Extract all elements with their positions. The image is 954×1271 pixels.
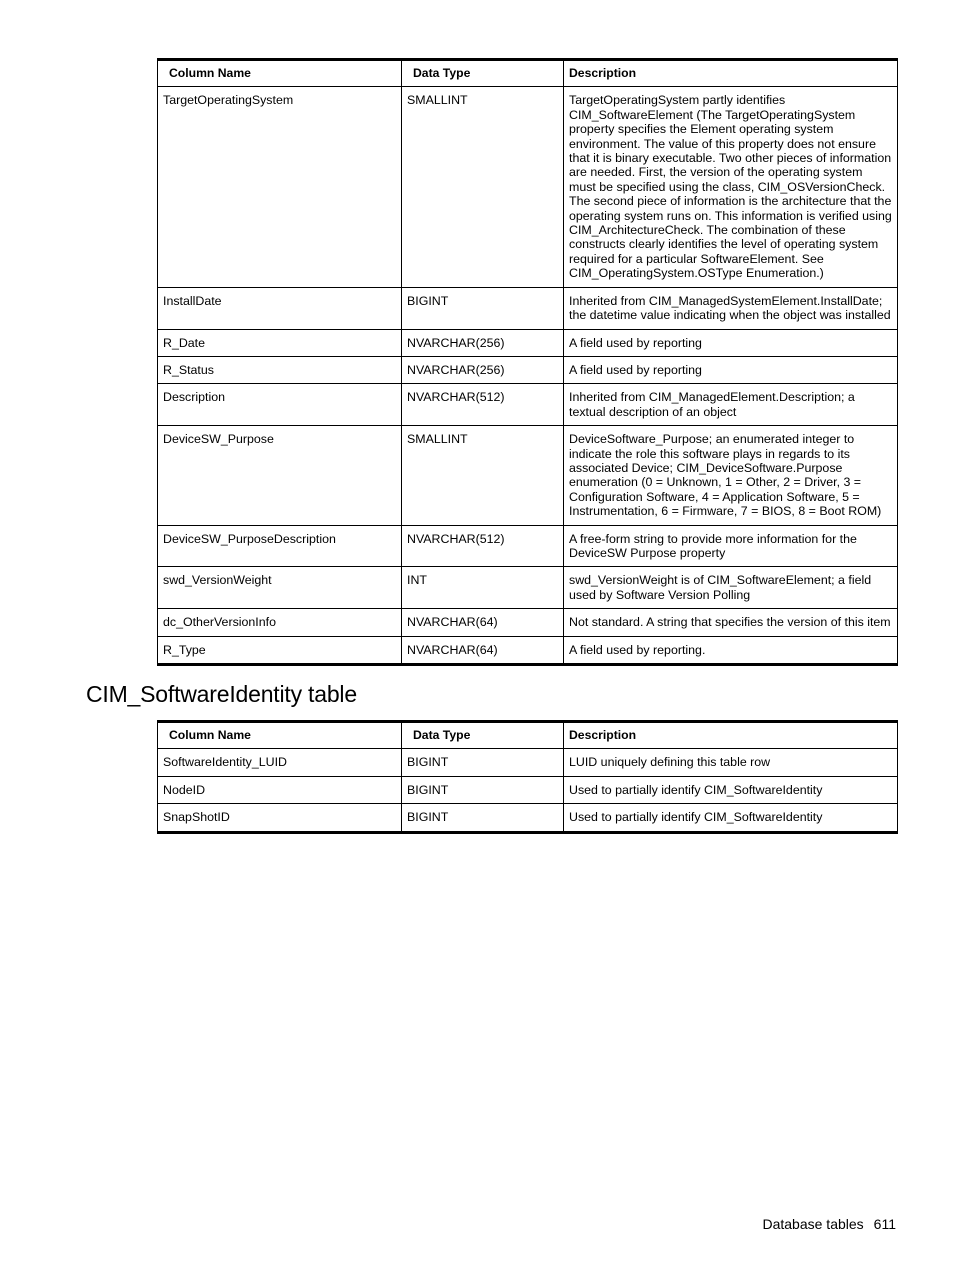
header-column-name: Column Name	[158, 60, 402, 87]
table-row	[158, 356, 898, 383]
table-body	[158, 749, 898, 832]
table-row	[158, 804, 898, 832]
cell-data-type: NVARCHAR(256)	[402, 329, 564, 356]
cell-description: TargetOperatingSystem partly identifies CIM_SoftwareElement (The TargetOperatingSystem property specifies the Element operating system environment. The value of this property does not ensure that it is binary executable. Two other pieces of information are needed. First, the version of the operating system must be specified using the class, CIM_OSVersionCheck. The second piece of information is the architecture that the operating system runs on. This information is verified using CIM_ArchitectureCheck. The combination of these constructs clearly identifies the level of operating system required for a particular SoftwareElement. See CIM_OperatingSystem.OSType Enumeration.)	[564, 87, 898, 287]
cell-description: Used to partially identify CIM_SoftwareIdentity	[564, 776, 898, 803]
table-row	[158, 426, 898, 525]
cell-column-name: R_Type	[158, 636, 402, 664]
cell-column-name: SoftwareIdentity_LUID	[158, 749, 402, 776]
header-column-name: Column Name	[158, 722, 402, 749]
cell-column-name: SnapShotID	[158, 804, 402, 832]
cell-description: A field used by reporting	[564, 329, 898, 356]
table-body	[158, 87, 898, 665]
cell-description: A field used by reporting	[564, 356, 898, 383]
cell-description: swd_VersionWeight is of CIM_SoftwareElement; a field used by Software Version Polling	[564, 567, 898, 609]
cell-data-type: SMALLINT	[402, 87, 564, 287]
cell-column-name: DeviceSW_PurposeDescription	[158, 525, 402, 567]
footer-section-label: Database tables	[762, 1216, 864, 1232]
cell-data-type: BIGINT	[402, 776, 564, 803]
cell-column-name: DeviceSW_Purpose	[158, 426, 402, 525]
cell-description: LUID uniquely defining this table row	[564, 749, 898, 776]
cell-data-type: NVARCHAR(64)	[402, 609, 564, 636]
cell-description: A free-form string to provide more information for the DeviceSW Purpose property	[564, 525, 898, 567]
header-description: Description	[564, 60, 898, 87]
cell-data-type: NVARCHAR(512)	[402, 525, 564, 567]
page-number: 611	[873, 1216, 896, 1232]
header-description: Description	[564, 722, 898, 749]
cell-description: DeviceSoftware_Purpose; an enumerated integer to indicate the role this software plays in regards to its associated Device; CIM_DeviceSoftware.Purpose enumeration (0 = Unknown, 1 = Other, 2 = Driver, 3 = Configuration Software, 4 = Application Software, 5 = Instrumentation, 6 = Firmware, 7 = BIOS, 8 = Boot ROM)	[564, 426, 898, 525]
table-header-row	[158, 60, 898, 87]
table-row	[158, 287, 898, 329]
table-row	[158, 525, 898, 567]
cell-description: Used to partially identify CIM_SoftwareIdentity	[564, 804, 898, 832]
cell-description: A field used by reporting.	[564, 636, 898, 664]
cell-data-type: NVARCHAR(256)	[402, 356, 564, 383]
cell-data-type: BIGINT	[402, 287, 564, 329]
cell-column-name: TargetOperatingSystem	[158, 87, 402, 287]
cell-column-name: InstallDate	[158, 287, 402, 329]
cell-column-name: swd_VersionWeight	[158, 567, 402, 609]
table-row	[158, 776, 898, 803]
cell-column-name: Description	[158, 384, 402, 426]
cell-description: Inherited from CIM_ManagedSystemElement.InstallDate; the datetime value indicating when the object was installed	[564, 287, 898, 329]
cell-data-type: NVARCHAR(512)	[402, 384, 564, 426]
cell-description: Not standard. A string that specifies the version of this item	[564, 609, 898, 636]
cell-data-type: SMALLINT	[402, 426, 564, 525]
cell-data-type: NVARCHAR(64)	[402, 636, 564, 664]
header-data-type: Data Type	[402, 722, 564, 749]
section-title: CIM_SoftwareIdentity table	[86, 681, 357, 707]
table-row	[158, 636, 898, 664]
header-data-type: Data Type	[402, 60, 564, 87]
cell-column-name: dc_OtherVersionInfo	[158, 609, 402, 636]
page-footer	[762, 1215, 896, 1233]
column-table-continued	[157, 58, 898, 666]
table-header-row	[158, 722, 898, 749]
table-row	[158, 384, 898, 426]
table-row	[158, 609, 898, 636]
cell-column-name: NodeID	[158, 776, 402, 803]
table-row	[158, 567, 898, 609]
cell-column-name: R_Date	[158, 329, 402, 356]
cell-column-name: R_Status	[158, 356, 402, 383]
table-row	[158, 87, 898, 287]
cell-data-type: BIGINT	[402, 749, 564, 776]
table-row	[158, 329, 898, 356]
cell-description: Inherited from CIM_ManagedElement.Description; a textual description of an object	[564, 384, 898, 426]
cell-data-type: BIGINT	[402, 804, 564, 832]
software-identity-table	[157, 720, 898, 834]
table-row	[158, 749, 898, 776]
cell-data-type: INT	[402, 567, 564, 609]
